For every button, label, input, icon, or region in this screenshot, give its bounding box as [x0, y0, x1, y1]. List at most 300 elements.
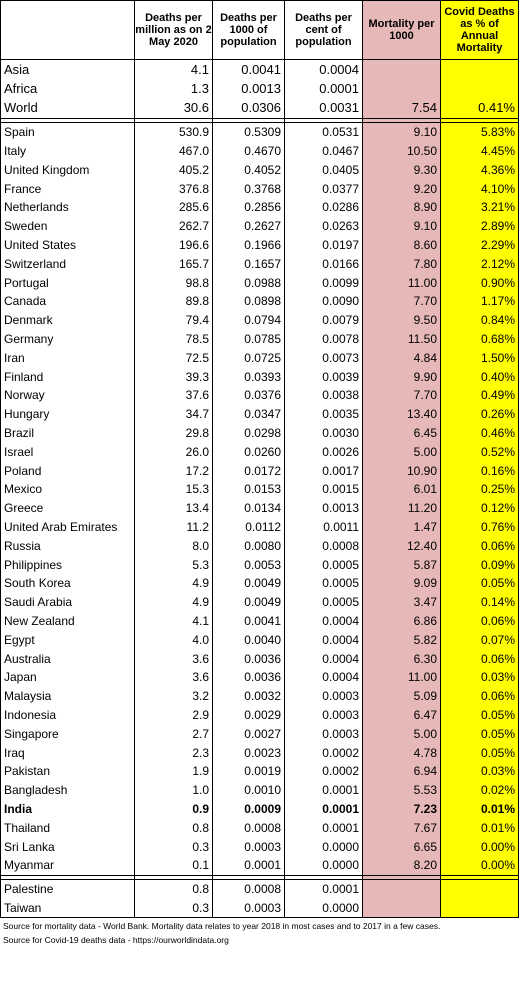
covid-pct-cell: 0.52%	[441, 442, 519, 461]
deaths-per-million-cell: 467.0	[135, 142, 213, 161]
country-name-cell: Hungary	[1, 405, 135, 424]
deaths-per-cent-cell: 0.0531	[285, 122, 363, 141]
deaths-per-million-cell: 79.4	[135, 311, 213, 330]
header-deaths-per-cent: Deaths per cent of population	[285, 1, 363, 60]
deaths-per-cent-cell: 0.0005	[285, 574, 363, 593]
covid-pct-cell: 2.29%	[441, 236, 519, 255]
mortality-cell: 5.53	[363, 781, 441, 800]
covid-pct-cell: 0.90%	[441, 273, 519, 292]
mortality-cell: 10.90	[363, 461, 441, 480]
table-row	[1, 518, 519, 537]
mortality-cell: 5.00	[363, 724, 441, 743]
covid-pct-cell: 3.21%	[441, 198, 519, 217]
covid-pct-cell: 0.16%	[441, 461, 519, 480]
deaths-per-million-cell: 196.6	[135, 236, 213, 255]
header-mortality-per-1000: Mortality per 1000	[363, 1, 441, 60]
mortality-cell: 7.67	[363, 818, 441, 837]
covid-pct-cell: 0.41%	[441, 99, 519, 119]
table-row	[1, 555, 519, 574]
covid-pct-cell: 0.06%	[441, 612, 519, 631]
mortality-cell: 8.90	[363, 198, 441, 217]
header-row	[1, 1, 519, 60]
mortality-cell: 6.30	[363, 649, 441, 668]
deaths-per-million-cell: 1.9	[135, 762, 213, 781]
deaths-per-cent-cell: 0.0008	[285, 536, 363, 555]
covid-pct-cell	[441, 879, 519, 898]
deaths-per-cent-cell: 0.0377	[285, 179, 363, 198]
deaths-per-million-cell: 1.0	[135, 781, 213, 800]
mortality-cell	[363, 79, 441, 98]
deaths-per-million-cell: 1.3	[135, 79, 213, 98]
table-row	[1, 179, 519, 198]
covid-pct-cell	[441, 899, 519, 918]
mortality-cell: 9.30	[363, 160, 441, 179]
deaths-per-cent-cell: 0.0001	[285, 79, 363, 98]
country-name-cell: Finland	[1, 367, 135, 386]
others-section	[1, 875, 519, 918]
table-row	[1, 405, 519, 424]
deaths-per-cent-cell: 0.0001	[285, 781, 363, 800]
deaths-per-1000-cell: 0.0008	[213, 818, 285, 837]
table-row	[1, 461, 519, 480]
covid-pct-cell: 0.46%	[441, 424, 519, 443]
mortality-cell: 3.47	[363, 593, 441, 612]
covid-pct-cell: 0.03%	[441, 762, 519, 781]
deaths-per-1000-cell: 0.0794	[213, 311, 285, 330]
deaths-per-1000-cell: 0.4670	[213, 142, 285, 161]
country-name-cell: Malaysia	[1, 687, 135, 706]
mortality-cell	[363, 899, 441, 918]
table-row	[1, 254, 519, 273]
mortality-cell: 7.70	[363, 292, 441, 311]
deaths-per-cent-cell: 0.0011	[285, 518, 363, 537]
covid-pct-cell: 5.83%	[441, 122, 519, 141]
covid-pct-cell: 0.05%	[441, 706, 519, 725]
covid-pct-cell: 0.25%	[441, 480, 519, 499]
mortality-cell: 6.01	[363, 480, 441, 499]
covid-pct-cell: 0.01%	[441, 818, 519, 837]
table-row	[1, 593, 519, 612]
table-row	[1, 198, 519, 217]
table-row	[1, 668, 519, 687]
deaths-per-million-cell: 0.8	[135, 818, 213, 837]
deaths-per-1000-cell: 0.0298	[213, 424, 285, 443]
deaths-per-million-cell: 8.0	[135, 536, 213, 555]
mortality-cell: 13.40	[363, 405, 441, 424]
deaths-per-cent-cell: 0.0013	[285, 499, 363, 518]
country-name-cell: France	[1, 179, 135, 198]
deaths-per-million-cell: 0.1	[135, 856, 213, 875]
mortality-cell: 6.47	[363, 706, 441, 725]
country-name-cell: World	[1, 99, 135, 119]
deaths-per-cent-cell: 0.0001	[285, 818, 363, 837]
deaths-per-cent-cell: 0.0405	[285, 160, 363, 179]
deaths-per-cent-cell: 0.0004	[285, 630, 363, 649]
table-row	[1, 800, 519, 819]
covid-pct-cell: 0.05%	[441, 724, 519, 743]
deaths-per-cent-cell: 0.0286	[285, 198, 363, 217]
mortality-cell: 9.10	[363, 217, 441, 236]
deaths-per-million-cell: 4.1	[135, 60, 213, 80]
deaths-per-1000-cell: 0.0172	[213, 461, 285, 480]
mortality-cell: 8.20	[363, 856, 441, 875]
mortality-cell	[363, 60, 441, 80]
deaths-per-million-cell: 0.8	[135, 879, 213, 898]
deaths-per-1000-cell: 0.0036	[213, 649, 285, 668]
country-name-cell: Russia	[1, 536, 135, 555]
deaths-per-cent-cell: 0.0005	[285, 593, 363, 612]
deaths-per-1000-cell: 0.0036	[213, 668, 285, 687]
deaths-per-million-cell: 17.2	[135, 461, 213, 480]
covid-pct-cell: 0.76%	[441, 518, 519, 537]
deaths-per-cent-cell: 0.0026	[285, 442, 363, 461]
country-name-cell: Japan	[1, 668, 135, 687]
covid-pct-cell: 0.05%	[441, 574, 519, 593]
deaths-per-1000-cell: 0.3768	[213, 179, 285, 198]
country-name-cell: Pakistan	[1, 762, 135, 781]
deaths-per-cent-cell: 0.0263	[285, 217, 363, 236]
deaths-per-1000-cell: 0.4052	[213, 160, 285, 179]
mortality-cell: 8.60	[363, 236, 441, 255]
mortality-cell: 6.45	[363, 424, 441, 443]
covid-source-note: Source for Covid-19 deaths data - https://ourworldindata.org	[3, 935, 229, 946]
deaths-per-million-cell: 78.5	[135, 330, 213, 349]
covid-pct-cell: 0.26%	[441, 405, 519, 424]
country-name-cell: Italy	[1, 142, 135, 161]
table-row	[1, 311, 519, 330]
mortality-cell: 6.65	[363, 837, 441, 856]
table-row	[1, 837, 519, 856]
table-row	[1, 217, 519, 236]
deaths-per-million-cell: 2.7	[135, 724, 213, 743]
deaths-per-1000-cell: 0.0080	[213, 536, 285, 555]
deaths-per-million-cell: 5.3	[135, 555, 213, 574]
deaths-per-cent-cell: 0.0030	[285, 424, 363, 443]
country-name-cell: Norway	[1, 386, 135, 405]
deaths-per-1000-cell: 0.0023	[213, 743, 285, 762]
deaths-per-cent-cell: 0.0002	[285, 762, 363, 781]
deaths-per-cent-cell: 0.0003	[285, 687, 363, 706]
deaths-per-1000-cell: 0.0019	[213, 762, 285, 781]
deaths-per-1000-cell: 0.0027	[213, 724, 285, 743]
deaths-per-1000-cell: 0.0134	[213, 499, 285, 518]
deaths-per-cent-cell: 0.0038	[285, 386, 363, 405]
deaths-per-1000-cell: 0.0347	[213, 405, 285, 424]
deaths-per-million-cell: 30.6	[135, 99, 213, 119]
mortality-cell: 4.78	[363, 743, 441, 762]
covid-pct-cell: 0.03%	[441, 668, 519, 687]
country-name-cell: United Arab Emirates	[1, 518, 135, 537]
table-row	[1, 142, 519, 161]
mortality-cell: 10.50	[363, 142, 441, 161]
deaths-per-million-cell: 3.6	[135, 649, 213, 668]
deaths-per-1000-cell: 0.0001	[213, 856, 285, 875]
table-row	[1, 781, 519, 800]
deaths-per-1000-cell: 0.1657	[213, 254, 285, 273]
covid-pct-cell	[441, 60, 519, 80]
mortality-cell: 9.09	[363, 574, 441, 593]
deaths-per-million-cell: 34.7	[135, 405, 213, 424]
covid-pct-cell: 4.10%	[441, 179, 519, 198]
deaths-per-million-cell: 0.9	[135, 800, 213, 819]
deaths-per-million-cell: 2.9	[135, 706, 213, 725]
country-name-cell: New Zealand	[1, 612, 135, 631]
deaths-per-million-cell: 3.6	[135, 668, 213, 687]
table-row	[1, 122, 519, 141]
deaths-per-1000-cell: 0.0725	[213, 348, 285, 367]
table-row	[1, 236, 519, 255]
table-row	[1, 442, 519, 461]
deaths-per-million-cell: 0.3	[135, 837, 213, 856]
table-row	[1, 706, 519, 725]
mortality-source-note: Source for mortality data - World Bank. Mortality data relates to year 2018 in most cases and to 2017 in a few cases.	[3, 921, 441, 932]
mortality-cell: 11.00	[363, 273, 441, 292]
covid-pct-cell: 0.84%	[441, 311, 519, 330]
deaths-per-cent-cell: 0.0004	[285, 612, 363, 631]
deaths-per-million-cell: 4.9	[135, 593, 213, 612]
source-notes	[0, 918, 518, 950]
mortality-cell: 1.47	[363, 518, 441, 537]
mortality-cell: 6.86	[363, 612, 441, 631]
deaths-per-cent-cell: 0.0073	[285, 348, 363, 367]
covid-pct-cell: 0.06%	[441, 687, 519, 706]
deaths-per-cent-cell: 0.0002	[285, 743, 363, 762]
country-name-cell: Germany	[1, 330, 135, 349]
deaths-per-cent-cell: 0.0079	[285, 311, 363, 330]
deaths-per-1000-cell: 0.0153	[213, 480, 285, 499]
country-name-cell: Spain	[1, 122, 135, 141]
covid-pct-cell: 0.49%	[441, 386, 519, 405]
mortality-cell: 5.82	[363, 630, 441, 649]
table-row	[1, 292, 519, 311]
deaths-per-1000-cell: 0.0376	[213, 386, 285, 405]
deaths-per-million-cell: 0.3	[135, 899, 213, 918]
deaths-per-1000-cell: 0.0003	[213, 899, 285, 918]
deaths-per-1000-cell: 0.0041	[213, 612, 285, 631]
deaths-per-1000-cell: 0.0013	[213, 79, 285, 98]
covid-pct-cell: 1.17%	[441, 292, 519, 311]
mortality-cell: 7.80	[363, 254, 441, 273]
covid-pct-cell: 0.07%	[441, 630, 519, 649]
deaths-per-1000-cell: 0.0898	[213, 292, 285, 311]
country-name-cell: India	[1, 800, 135, 819]
deaths-per-million-cell: 72.5	[135, 348, 213, 367]
deaths-per-million-cell: 15.3	[135, 480, 213, 499]
deaths-per-1000-cell: 0.0029	[213, 706, 285, 725]
deaths-per-cent-cell: 0.0166	[285, 254, 363, 273]
country-name-cell: Portugal	[1, 273, 135, 292]
covid-pct-cell: 0.05%	[441, 743, 519, 762]
table-row	[1, 574, 519, 593]
deaths-per-cent-cell: 0.0015	[285, 480, 363, 499]
country-name-cell: Thailand	[1, 818, 135, 837]
country-name-cell: Singapore	[1, 724, 135, 743]
mortality-cell: 12.40	[363, 536, 441, 555]
covid-pct-cell: 0.12%	[441, 499, 519, 518]
covid-pct-cell: 0.00%	[441, 856, 519, 875]
country-name-cell: Sweden	[1, 217, 135, 236]
mortality-cell: 7.54	[363, 99, 441, 119]
table-row	[1, 60, 519, 80]
deaths-per-cent-cell: 0.0099	[285, 273, 363, 292]
table-row	[1, 330, 519, 349]
deaths-per-1000-cell: 0.0040	[213, 630, 285, 649]
table-row	[1, 348, 519, 367]
country-name-cell: Iran	[1, 348, 135, 367]
header-deaths-per-million: Deaths per million as on 2 May 2020	[135, 1, 213, 60]
table-row	[1, 99, 519, 119]
table-row	[1, 899, 519, 918]
table-row	[1, 856, 519, 875]
country-name-cell: Saudi Arabia	[1, 593, 135, 612]
mortality-cell	[363, 879, 441, 898]
deaths-per-1000-cell: 0.0010	[213, 781, 285, 800]
deaths-per-cent-cell: 0.0078	[285, 330, 363, 349]
table-row	[1, 273, 519, 292]
mortality-cell: 5.87	[363, 555, 441, 574]
country-name-cell: Mexico	[1, 480, 135, 499]
deaths-per-cent-cell: 0.0039	[285, 367, 363, 386]
deaths-per-1000-cell: 0.0041	[213, 60, 285, 80]
deaths-per-1000-cell: 0.0009	[213, 800, 285, 819]
table-row	[1, 79, 519, 98]
country-name-cell: Asia	[1, 60, 135, 80]
table-row	[1, 724, 519, 743]
country-name-cell: Egypt	[1, 630, 135, 649]
deaths-per-cent-cell: 0.0031	[285, 99, 363, 119]
mortality-cell: 9.50	[363, 311, 441, 330]
deaths-per-1000-cell: 0.0393	[213, 367, 285, 386]
deaths-per-1000-cell: 0.0049	[213, 574, 285, 593]
header-deaths-per-1000: Deaths per 1000 of population	[213, 1, 285, 60]
deaths-per-1000-cell: 0.0003	[213, 837, 285, 856]
deaths-per-million-cell: 165.7	[135, 254, 213, 273]
covid-pct-cell: 0.68%	[441, 330, 519, 349]
table-row	[1, 480, 519, 499]
deaths-per-cent-cell: 0.0003	[285, 706, 363, 725]
covid-pct-cell: 0.01%	[441, 800, 519, 819]
country-name-cell: Netherlands	[1, 198, 135, 217]
country-name-cell: Greece	[1, 499, 135, 518]
mortality-cell: 9.20	[363, 179, 441, 198]
mortality-cell: 4.84	[363, 348, 441, 367]
covid-pct-cell: 0.00%	[441, 837, 519, 856]
country-name-cell: Brazil	[1, 424, 135, 443]
deaths-per-cent-cell: 0.0001	[285, 879, 363, 898]
regions-section	[1, 60, 519, 119]
deaths-per-cent-cell: 0.0000	[285, 856, 363, 875]
table-row	[1, 649, 519, 668]
table-row	[1, 743, 519, 762]
covid-pct-cell: 0.14%	[441, 593, 519, 612]
deaths-per-cent-cell: 0.0003	[285, 724, 363, 743]
deaths-per-cent-cell: 0.0005	[285, 555, 363, 574]
deaths-per-million-cell: 89.8	[135, 292, 213, 311]
table-row	[1, 612, 519, 631]
country-name-cell: Iraq	[1, 743, 135, 762]
country-name-cell: Denmark	[1, 311, 135, 330]
deaths-per-cent-cell: 0.0001	[285, 800, 363, 819]
mortality-cell: 5.09	[363, 687, 441, 706]
table-row	[1, 687, 519, 706]
deaths-per-1000-cell: 0.0260	[213, 442, 285, 461]
covid-pct-cell: 1.50%	[441, 348, 519, 367]
country-name-cell: Africa	[1, 79, 135, 98]
country-name-cell: South Korea	[1, 574, 135, 593]
country-name-cell: United Kingdom	[1, 160, 135, 179]
table-row	[1, 499, 519, 518]
deaths-per-1000-cell: 0.0988	[213, 273, 285, 292]
deaths-per-million-cell: 405.2	[135, 160, 213, 179]
deaths-per-1000-cell: 0.1966	[213, 236, 285, 255]
deaths-per-million-cell: 37.6	[135, 386, 213, 405]
covid-pct-cell: 4.36%	[441, 160, 519, 179]
covid-pct-cell: 4.45%	[441, 142, 519, 161]
covid-pct-cell: 0.06%	[441, 649, 519, 668]
deaths-per-million-cell: 285.6	[135, 198, 213, 217]
mortality-cell: 6.94	[363, 762, 441, 781]
deaths-per-million-cell: 39.3	[135, 367, 213, 386]
mortality-cell: 9.10	[363, 122, 441, 141]
deaths-per-cent-cell: 0.0004	[285, 649, 363, 668]
covid-pct-cell: 0.09%	[441, 555, 519, 574]
country-name-cell: Taiwan	[1, 899, 135, 918]
header-country	[1, 1, 135, 60]
table-row	[1, 536, 519, 555]
deaths-per-cent-cell: 0.0017	[285, 461, 363, 480]
country-name-cell: Philippines	[1, 555, 135, 574]
deaths-per-cent-cell: 0.0197	[285, 236, 363, 255]
table-row	[1, 367, 519, 386]
country-name-cell: Sri Lanka	[1, 837, 135, 856]
deaths-per-million-cell: 3.2	[135, 687, 213, 706]
covid-pct-cell: 0.40%	[441, 367, 519, 386]
deaths-per-1000-cell: 0.2627	[213, 217, 285, 236]
covid-pct-cell: 2.89%	[441, 217, 519, 236]
deaths-per-1000-cell: 0.0053	[213, 555, 285, 574]
deaths-per-1000-cell: 0.0306	[213, 99, 285, 119]
country-name-cell: United States	[1, 236, 135, 255]
country-name-cell: Canada	[1, 292, 135, 311]
table-row	[1, 630, 519, 649]
country-name-cell: Myanmar	[1, 856, 135, 875]
deaths-per-million-cell: 29.8	[135, 424, 213, 443]
country-name-cell: Switzerland	[1, 254, 135, 273]
covid-pct-cell	[441, 79, 519, 98]
covid-pct-cell: 0.02%	[441, 781, 519, 800]
deaths-per-million-cell: 98.8	[135, 273, 213, 292]
covid-pct-cell: 2.12%	[441, 254, 519, 273]
deaths-per-million-cell: 11.2	[135, 518, 213, 537]
table-row	[1, 818, 519, 837]
deaths-per-1000-cell: 0.0032	[213, 687, 285, 706]
header-covid-pct-mortality: Covid Deaths as % of Annual Mortality	[441, 1, 519, 60]
deaths-per-1000-cell: 0.0785	[213, 330, 285, 349]
deaths-per-million-cell: 4.1	[135, 612, 213, 631]
mortality-cell: 11.00	[363, 668, 441, 687]
mortality-cell: 7.23	[363, 800, 441, 819]
deaths-per-million-cell: 4.0	[135, 630, 213, 649]
covid-pct-cell: 0.06%	[441, 536, 519, 555]
country-name-cell: Australia	[1, 649, 135, 668]
countries-section	[1, 118, 519, 875]
mortality-cell: 11.50	[363, 330, 441, 349]
table-row	[1, 762, 519, 781]
deaths-per-million-cell: 4.9	[135, 574, 213, 593]
deaths-per-million-cell: 376.8	[135, 179, 213, 198]
deaths-per-1000-cell: 0.2856	[213, 198, 285, 217]
deaths-per-1000-cell: 0.0112	[213, 518, 285, 537]
